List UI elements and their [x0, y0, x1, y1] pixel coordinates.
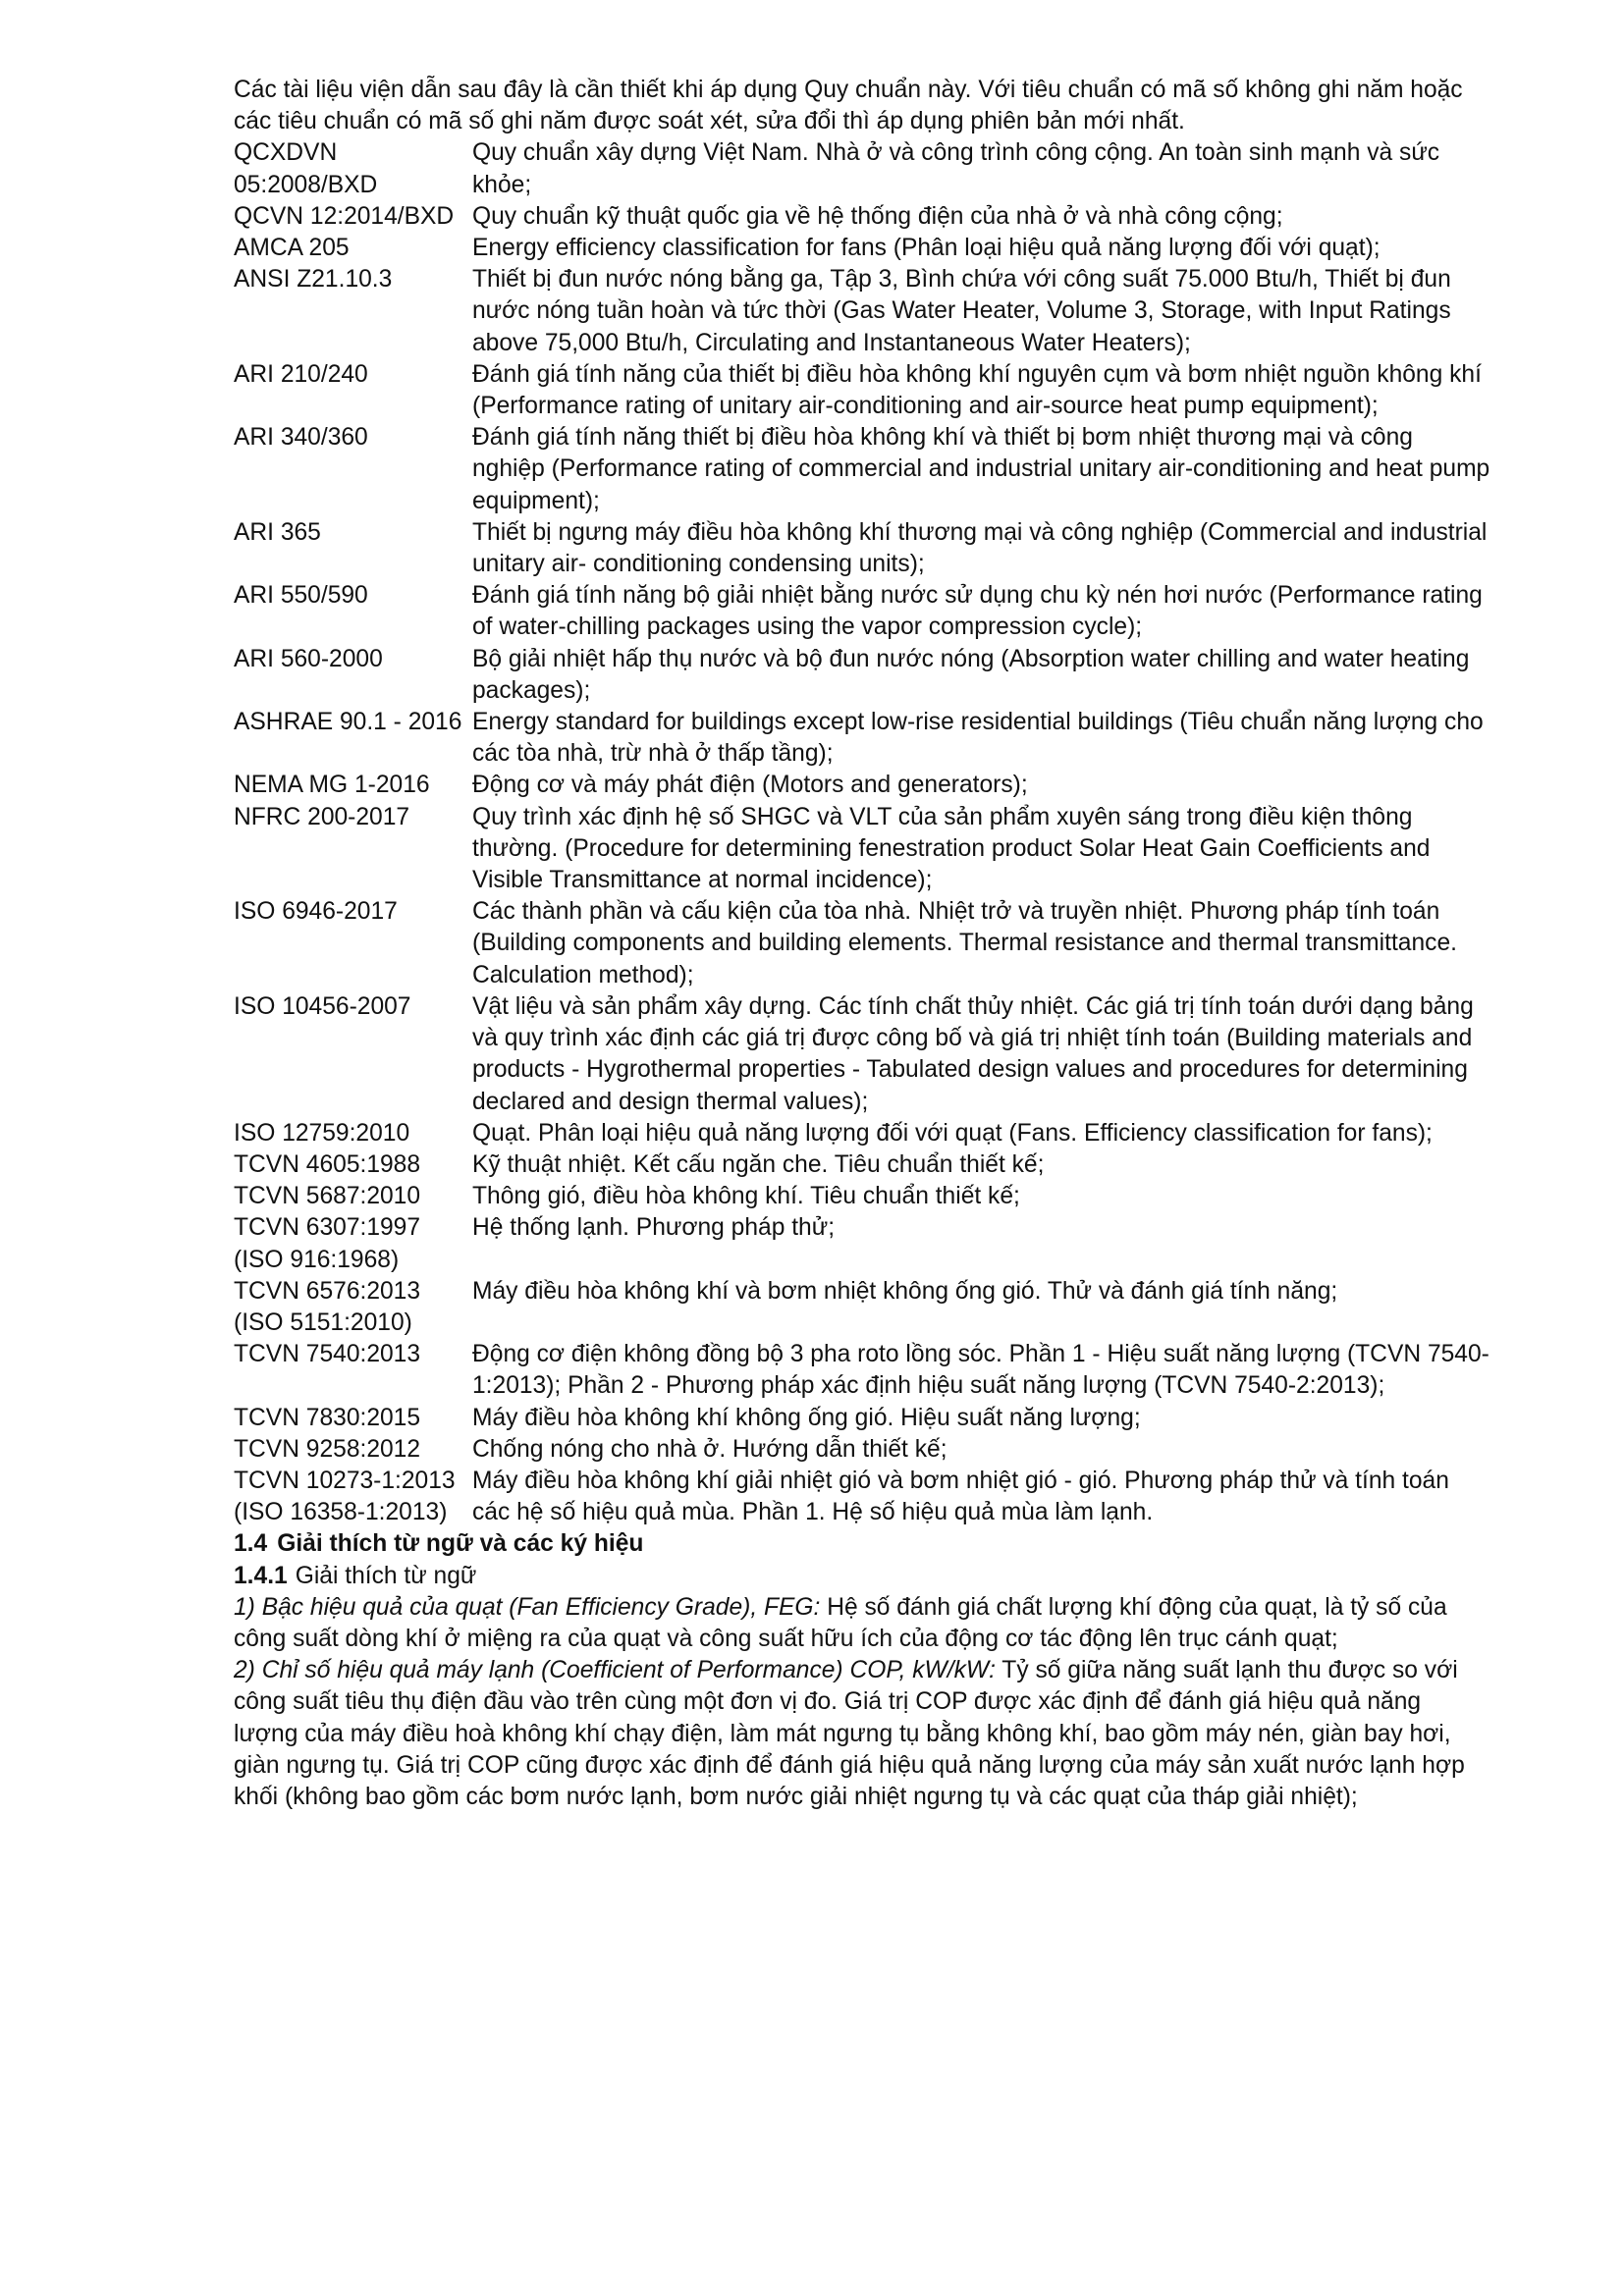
reference-description: Bộ giải nhiệt hấp thụ nước và bộ đun nước nóng (Absorption water chilling and water heating packages);: [472, 645, 1470, 704]
reference-description: Energy standard for buildings except low-rise residential buildings (Tiêu chuẩn năng lượng cho các tòa nhà, trừ nhà ở thấp tầng);: [472, 709, 1484, 768]
reference-code: TCVN 6576:2013 (ISO 5151:2010): [234, 1277, 421, 1336]
subsection-heading: [234, 1561, 1490, 1592]
reference-row: [234, 896, 1490, 991]
subsection-number: 1.4.1: [234, 1562, 288, 1589]
reference-code: QCXDVN 05:2008/BXD: [234, 139, 378, 198]
reference-code: TCVN 9258:2012: [234, 1435, 421, 1463]
reference-row: [234, 1339, 1490, 1402]
reference-description: Quạt. Phân loại hiệu quả năng lượng đối với quạt (Fans. Efficiency classification for fans);: [472, 1119, 1433, 1147]
reference-description: Đánh giá tính năng của thiết bị điều hòa không khí nguyên cụm và bơm nhiệt nguồn không khí (Performance rating of unitary air-conditioning and air-source heat pump equipment);: [472, 360, 1482, 420]
reference-description: Đánh giá tính năng thiết bị điều hòa không khí và thiết bị bơm nhiệt thương mại và công nghiệp (Performance rating of commercial and industrial unitary air-conditioning and heat pump equipment);: [472, 424, 1490, 514]
reference-description: Quy trình xác định hệ số SHGC và VLT của sản phẩm xuyên sáng trong điều kiện thông thường. (Procedure for determining fenestration product Solar Heat Gain Coefficients and Visible Transmittance at normal incidence);: [472, 803, 1431, 894]
reference-description: Thông gió, điều hòa không khí. Tiêu chuẩn thiết kế;: [472, 1183, 1020, 1210]
reference-row: [234, 1118, 1490, 1149]
reference-description: Động cơ điện không đồng bộ 3 pha roto lồng sóc. Phần 1 - Hiệu suất năng lượng (TCVN 7540-1:2013); Phần 2 - Phương pháp xác định hiệu suất năng lượng (TCVN 7540-2:2013);: [472, 1341, 1489, 1400]
reference-row: [234, 802, 1490, 897]
definition-text: Tỷ số giữa năng suất lạnh thu được so với công suất tiêu thụ điện đầu vào trên cùng một đơn vị đo. Giá trị COP được xác định để đánh giá hiệu quả năng lượng của máy điều hoà không khí chạy điện, làm mát ngưng tụ bằng không khí, bao gồm máy nén, giàn bay hơi, giàn ngưng tụ. Giá trị COP cũng được xác định để đánh giá hiệu quả năng lượng của máy sản xuất nước lạnh hợp khối (không bao gồm các bơm nước lạnh, bơm nước giải nhiệt ngưng tụ và các quạt của tháp giải nhiệt);: [234, 1657, 1465, 1810]
reference-row: [234, 1276, 1490, 1339]
reference-code: ARI 365: [234, 518, 321, 546]
reference-description: Các thành phần và cấu kiện của tòa nhà. Nhiệt trở và truyền nhiệt. Phương pháp tính toán (Building components and building elements. Thermal resistance and thermal transmittance. Calculation method);: [472, 898, 1457, 988]
reference-description: Quy chuẩn kỹ thuật quốc gia về hệ thống điện của nhà ở và nhà công cộng;: [472, 202, 1283, 230]
reference-description: Máy điều hòa không khí không ống gió. Hiệu suất năng lượng;: [472, 1404, 1141, 1431]
reference-code: TCVN 6307:1997 (ISO 916:1968): [234, 1214, 421, 1273]
section-heading: [234, 1528, 1490, 1560]
definition-paragraph: [234, 1592, 1490, 1655]
reference-code: ASHRAE 90.1 - 2016: [234, 709, 462, 736]
section-title: Giải thích từ ngữ và các ký hiệu: [277, 1530, 644, 1558]
reference-code: ARI 560-2000: [234, 645, 383, 672]
reference-code: ISO 12759:2010: [234, 1119, 410, 1147]
reference-row: [234, 201, 1490, 233]
reference-row: [234, 137, 1490, 200]
reference-description: Vật liệu và sản phẩm xây dựng. Các tính chất thủy nhiệt. Các giá trị tính toán dưới dạng bảng và quy trình xác định các giá trị được công bố và giá trị nhiệt tính toán (Building materials and products - Hygrothermal properties - Tabulated design values and procedures for determining declared and design thermal values);: [472, 992, 1474, 1115]
reference-code: NFRC 200-2017: [234, 803, 410, 830]
reference-code: TCVN 7830:2015: [234, 1404, 421, 1431]
intro-paragraph: Các tài liệu viện dẫn sau đây là cần thiết khi áp dụng Quy chuẩn này. Với tiêu chuẩn có mã số không ghi năm hoặc các tiêu chuẩn có mã số ghi năm được soát xét, sửa đổi thì áp dụng phiên bản mới nhất.: [234, 77, 1463, 135]
reference-row: [234, 264, 1490, 359]
definition-term: 2) Chỉ số hiệu quả máy lạnh (Coefficient of Performance) COP, kW/kW:: [234, 1657, 996, 1684]
reference-code: QCVN 12:2014/BXD: [234, 202, 455, 230]
document-page: [234, 75, 1490, 1813]
definition-paragraph: [234, 1655, 1490, 1813]
reference-description: Đánh giá tính năng bộ giải nhiệt bằng nước sử dụng chu kỳ nén hơi nước (Performance rating of water-chilling packages using the vapor compression cycle);: [472, 582, 1483, 641]
reference-description: Quy chuẩn xây dựng Việt Nam. Nhà ở và công trình công cộng. An toàn sinh mạnh và sức khỏe;: [472, 139, 1440, 198]
reference-description: Thiết bị ngưng máy điều hòa không khí thương mại và công nghiệp (Commercial and industrial unitary air- conditioning condensing units);: [472, 518, 1488, 578]
reference-description: Máy điều hòa không khí giải nhiệt gió và bơm nhiệt gió - gió. Phương pháp thử và tính toán các hệ số hiệu quả mùa. Phần 1. Hệ số hiệu quả mùa làm lạnh.: [472, 1467, 1449, 1526]
reference-row: [234, 1212, 1490, 1275]
reference-row: [234, 422, 1490, 517]
section-number: 1.4: [234, 1530, 268, 1558]
reference-code: ANSI Z21.10.3: [234, 266, 393, 294]
reference-row: [234, 359, 1490, 422]
subsection-title: Giải thích từ ngữ: [295, 1562, 477, 1589]
reference-code: ISO 6946-2017: [234, 898, 398, 926]
reference-code: ISO 10456-2007: [234, 992, 411, 1020]
reference-row: [234, 1466, 1490, 1528]
reference-row: [234, 991, 1490, 1118]
reference-code: TCVN 7540:2013: [234, 1341, 421, 1368]
reference-row: [234, 1149, 1490, 1181]
reference-description: Thiết bị đun nước nóng bằng ga, Tập 3, Bình chứa với công suất 75.000 Btu/h, Thiết bị đun nước nóng tuần hoàn và tức thời (Gas Water Heater, Volume 3, Storage, with Input Ratings above 75,000 Btu/h, Circulating and Instantaneous Water Heaters);: [472, 266, 1451, 356]
reference-code: TCVN 4605:1988: [234, 1150, 421, 1178]
reference-row: [234, 517, 1490, 580]
definition-term: 1) Bậc hiệu quả của quạt (Fan Efficiency Grade), FEG:: [234, 1593, 821, 1621]
reference-row: [234, 580, 1490, 643]
reference-row: [234, 707, 1490, 770]
reference-code: ARI 550/590: [234, 582, 368, 610]
reference-row: [234, 1181, 1490, 1212]
reference-description: Động cơ và máy phát điện (Motors and generators);: [472, 772, 1028, 799]
reference-row: [234, 233, 1490, 264]
reference-description: Kỹ thuật nhiệt. Kết cấu ngăn che. Tiêu chuẩn thiết kế;: [472, 1150, 1045, 1178]
reference-row: [234, 770, 1490, 801]
reference-code: TCVN 10273-1:2013 (ISO 16358-1:2013): [234, 1467, 456, 1526]
reference-code: NEMA MG 1-2016: [234, 772, 430, 799]
reference-row: [234, 1403, 1490, 1434]
reference-row: [234, 644, 1490, 707]
reference-code: TCVN 5687:2010: [234, 1183, 421, 1210]
reference-list: [234, 137, 1490, 1528]
definition-text: Hệ số đánh giá chất lượng khí động của quạt, là tỷ số của công suất dòng khí ở miệng ra của quạt và công suất hữu ích của động cơ tác động lên trục cánh quạt;: [234, 1593, 1447, 1652]
reference-description: Hệ thống lạnh. Phương pháp thử;: [472, 1214, 836, 1242]
reference-row: [234, 1434, 1490, 1466]
reference-code: AMCA 205: [234, 235, 350, 262]
reference-description: Chống nóng cho nhà ở. Hướng dẫn thiết kế;: [472, 1435, 947, 1463]
reference-description: Máy điều hòa không khí và bơm nhiệt không ống gió. Thử và đánh giá tính năng;: [472, 1277, 1338, 1305]
reference-description: Energy efficiency classification for fans (Phân loại hiệu quả năng lượng đối với quạt);: [472, 235, 1380, 262]
reference-code: ARI 210/240: [234, 360, 368, 388]
reference-code: ARI 340/360: [234, 424, 368, 452]
